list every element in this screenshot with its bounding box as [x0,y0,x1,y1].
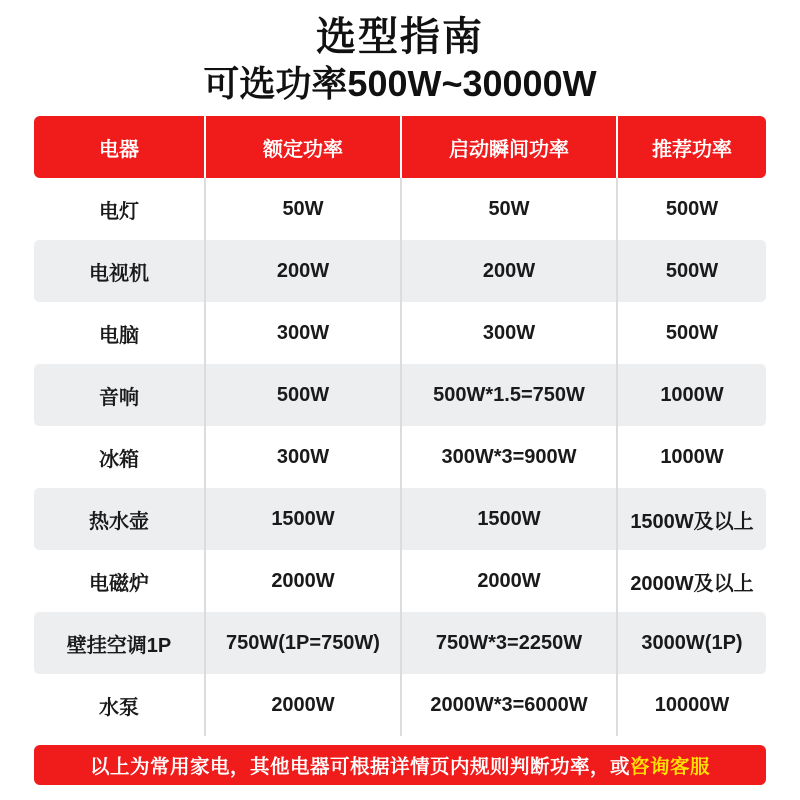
cell-rated: 1500W [206,488,402,550]
cell-startup: 50W [402,178,618,240]
table-row [34,674,766,736]
cell-startup: 200W [402,240,618,302]
cell-startup: 300W [402,302,618,364]
cell-recommended: 10000W [618,674,766,736]
table-row [34,426,766,488]
cell-recommended: 1000W [618,426,766,488]
cell-recommended: 2000W及以上 [618,550,766,612]
cell-rated: 2000W [206,674,402,736]
cell-startup: 300W*3=900W [402,426,618,488]
cell-rated: 50W [206,178,402,240]
column-header-startup-power: 启动瞬间功率 [402,116,618,178]
cell-recommended: 500W [618,302,766,364]
footer-note-text: 以上为常用家电，其他电器可根据详情页内规则判断功率，或 [89,756,630,779]
page-title [34,14,766,106]
cell-startup: 500W*1.5=750W [402,364,618,426]
cell-rated: 500W [206,364,402,426]
cell-rated: 200W [206,240,402,302]
column-header-device: 电器 [34,116,206,178]
cell-device: 冰箱 [34,426,206,488]
cell-recommended: 500W [618,240,766,302]
cell-startup: 750W*3=2250W [402,612,618,674]
table-row [34,240,766,302]
cell-recommended: 3000W(1P) [618,612,766,674]
cell-device: 电脑 [34,302,206,364]
cell-device: 电磁炉 [34,550,206,612]
power-spec-table [34,116,766,736]
cell-rated: 2000W [206,550,402,612]
column-header-recommended-power: 推荐功率 [618,116,766,178]
table-row [34,488,766,550]
cell-startup: 2000W [402,550,618,612]
footer-note [34,745,766,785]
title-sub: 可选功率500W~30000W [203,63,597,105]
table-row [34,550,766,612]
cell-rated: 300W [206,426,402,488]
table-row [34,364,766,426]
cell-device: 音响 [34,364,206,426]
cell-device: 壁挂空调1P [34,612,206,674]
cell-recommended: 1000W [618,364,766,426]
table-row [34,612,766,674]
column-header-rated-power: 额定功率 [206,116,402,178]
cell-recommended: 500W [618,178,766,240]
table-header-row [34,116,766,178]
cell-device: 电灯 [34,178,206,240]
contact-support-link[interactable]: 咨询客服 [630,756,711,779]
cell-startup: 1500W [402,488,618,550]
cell-rated: 750W(1P=750W) [206,612,402,674]
table-body [34,178,766,736]
title-main: 选型指南 [316,15,484,59]
table-row [34,178,766,240]
cell-recommended: 1500W及以上 [618,488,766,550]
cell-device: 电视机 [34,240,206,302]
cell-rated: 300W [206,302,402,364]
table-header [34,116,766,178]
cell-device: 水泵 [34,674,206,736]
cell-device: 热水壶 [34,488,206,550]
cell-startup: 2000W*3=6000W [402,674,618,736]
table-row [34,302,766,364]
